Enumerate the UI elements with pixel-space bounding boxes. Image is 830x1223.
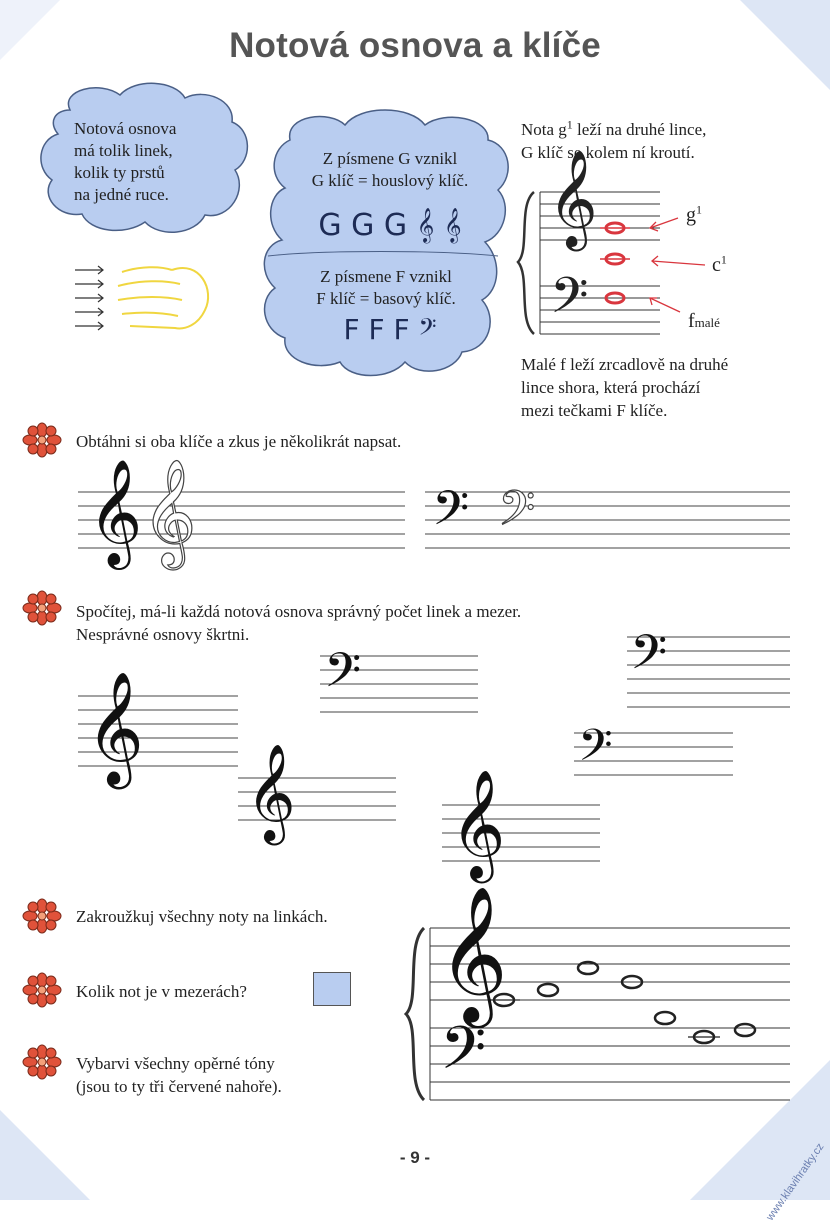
right-note-top	[521, 118, 706, 164]
label-c1	[712, 254, 727, 277]
flower-icon	[22, 898, 62, 934]
flower-icon	[22, 590, 62, 626]
right-note-bottom-line: lince shora, která prochází	[521, 378, 701, 397]
treble-clef-ex3: 𝄞	[438, 889, 508, 1020]
right-note-bottom-line: Malé f leží zrcadlově na druhé	[521, 355, 729, 374]
cloud-left-text	[74, 118, 176, 206]
exercise-notes	[488, 962, 755, 1043]
reference-notes	[600, 223, 630, 303]
label-g1-letter: g	[686, 204, 696, 226]
treble-clef-ex1-outline: 𝄞	[142, 461, 197, 563]
bass-clef-ex1-outline: 𝄢	[498, 482, 536, 547]
label-f-sub: malé	[694, 315, 720, 330]
label-c1-letter: c	[712, 254, 721, 276]
bass-clef-ex1: 𝄢	[432, 482, 470, 547]
exercise-3-text: Zakroužkuj všechny noty na linkách.	[76, 907, 328, 926]
flower-icon	[22, 1044, 62, 1080]
cloud-g-text	[290, 148, 490, 192]
note-g1-sup: 1	[566, 117, 573, 132]
label-g1	[686, 204, 702, 227]
note-g1-pre: Nota g	[521, 120, 567, 139]
f-clef-evolution: F F F 𝄢	[343, 313, 437, 346]
right-note-line-2: G klíč se kolem ní kroutí.	[521, 143, 695, 162]
cloud-f-line: F klíč = basový klíč.	[316, 289, 456, 308]
exercise-5-line-1: Vybarvi všechny opěrné tóny	[76, 1054, 275, 1073]
treble-clef-reference: 𝄞	[548, 153, 598, 246]
bass-clef-ex3: 𝄢	[440, 1016, 487, 1096]
treble-clef-ex2-6: 𝄞	[450, 773, 506, 877]
exercise-4-text: Kolik not je v mezerách?	[76, 982, 247, 1001]
answer-box[interactable]	[313, 972, 351, 1006]
cloud-f-line: Z písmene F vznikl	[320, 267, 452, 286]
bass-clef-ex2-5: 𝄢	[578, 721, 613, 781]
exercise-2-line-1: Spočítej, má-li každá notová osnova správný počet linek a mezer.	[76, 602, 522, 621]
page-number: - 9 -	[399, 1148, 431, 1167]
flower-icon	[22, 422, 62, 458]
flower-icon	[22, 972, 62, 1008]
exercise-2-text	[76, 600, 521, 646]
exercise-5-text	[76, 1052, 282, 1098]
five-finger-arrows	[75, 266, 103, 330]
right-note-line-1	[521, 118, 706, 141]
brace-exercise	[406, 928, 424, 1100]
hand-drawing	[118, 267, 208, 328]
label-f-letter: f	[688, 310, 695, 332]
cloud-left-line: Notová osnova	[74, 119, 177, 138]
g-clef-evolution: G G G 𝄞 𝄞	[318, 208, 462, 243]
exercise-5-line-2: (jsou to ty tři červené nahoře).	[76, 1077, 282, 1096]
exercise-1-text: Obtáhni si oba klíče a zkus je několikrát napsat.	[76, 432, 402, 451]
label-c1-sup: 1	[720, 252, 727, 267]
cloud-g-line: Z písmene G vznikl	[322, 149, 458, 168]
cloud-left-line: na jedné ruce.	[74, 185, 169, 204]
treble-clef-ex2-4: 𝄞	[246, 747, 296, 840]
right-note-bottom-line: mezi tečkami F klíče.	[521, 401, 668, 420]
right-note-bottom	[521, 353, 728, 422]
bass-clef-reference: 𝄢	[550, 269, 589, 335]
bass-clef-ex2-3: 𝄢	[630, 626, 668, 691]
treble-clef-ex2-1: 𝄞	[86, 675, 144, 783]
cloud-left-line: kolik ty prstů	[74, 163, 165, 182]
note-g1-post: leží na druhé lince,	[572, 120, 707, 139]
label-f-small	[688, 310, 720, 334]
watermark-text: www.klavihratky.cz	[763, 1141, 826, 1223]
exercise-2-line-2: Nesprávné osnovy škrtni.	[76, 625, 250, 644]
bass-clef-ex2-2: 𝄢	[324, 644, 362, 709]
cloud-g-line: G klíč = houslový klíč.	[311, 171, 469, 190]
page-title: Notová osnova a klíče	[229, 26, 601, 65]
cloud-f-text	[286, 266, 486, 310]
brace-reference	[518, 192, 534, 334]
cloud-left-line: má tolik linek,	[74, 141, 173, 160]
ex1-staff-right	[425, 492, 790, 548]
treble-clef-ex1: 𝄞	[88, 461, 143, 563]
label-g1-sup: 1	[696, 202, 702, 217]
